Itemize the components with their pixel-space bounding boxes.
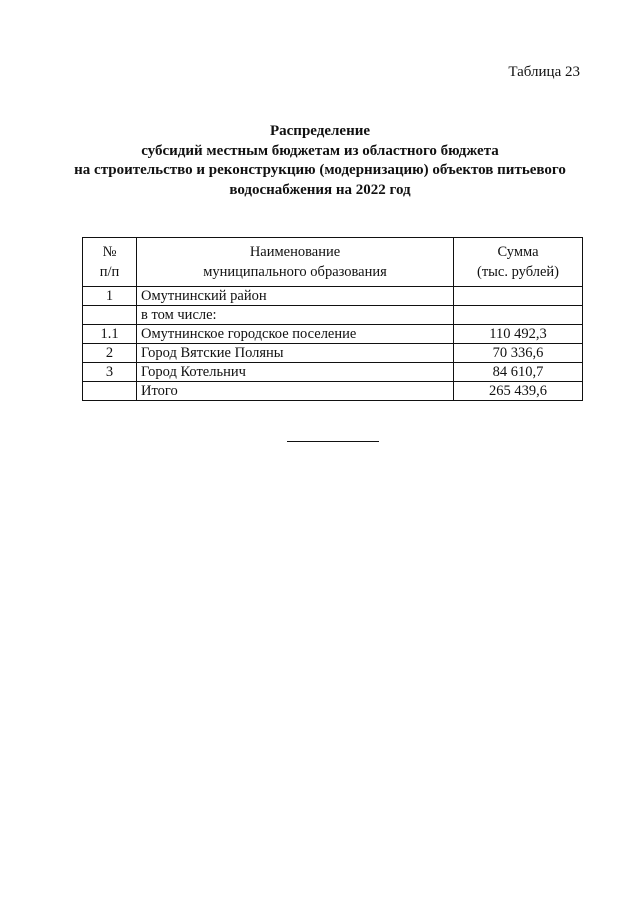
table-number-label: Таблица 23 [508, 64, 580, 80]
table-header-row [83, 238, 583, 287]
row-sum: 70 336,6 [454, 344, 583, 363]
row-name: Омутнинский район [137, 287, 454, 306]
row-sum: 84 610,7 [454, 363, 583, 382]
end-divider-line [287, 441, 379, 442]
heading-line: водоснабжения на 2022 год [229, 181, 411, 198]
row-name: Город Вятские Поляны [137, 344, 454, 363]
document-heading [60, 122, 580, 200]
subsidy-distribution-table [82, 237, 583, 401]
table-total-row [83, 382, 583, 401]
row-number: 1.1 [83, 325, 137, 344]
heading-line: субсидий местным бюджетам из областного бюджета [141, 142, 499, 159]
table-row [83, 344, 583, 363]
heading-line: Распределение [269, 123, 371, 139]
row-name: в том числе: [137, 306, 454, 325]
table-row [83, 363, 583, 382]
row-sum [454, 287, 583, 306]
row-number [83, 382, 137, 401]
table-row [83, 287, 583, 306]
row-name: Итого [137, 382, 454, 401]
header-sum: Сумма (тыс. рублей) [454, 238, 583, 287]
row-number: 2 [83, 344, 137, 363]
row-number [83, 306, 137, 325]
row-number: 3 [83, 363, 137, 382]
header-name: Наименование муниципального образования [137, 238, 454, 287]
row-name: Город Котельнич [137, 363, 454, 382]
row-sum: 110 492,3 [454, 325, 583, 344]
row-sum: 265 439,6 [454, 382, 583, 401]
heading-line: на строительство и реконструкцию (модернизацию) объектов питьевого [74, 162, 566, 178]
header-number: № п/п [83, 238, 137, 287]
row-name: Омутнинское городское поселение [137, 325, 454, 344]
row-sum [454, 306, 583, 325]
row-number: 1 [83, 287, 137, 306]
table-row [83, 306, 583, 325]
table-row [83, 325, 583, 344]
